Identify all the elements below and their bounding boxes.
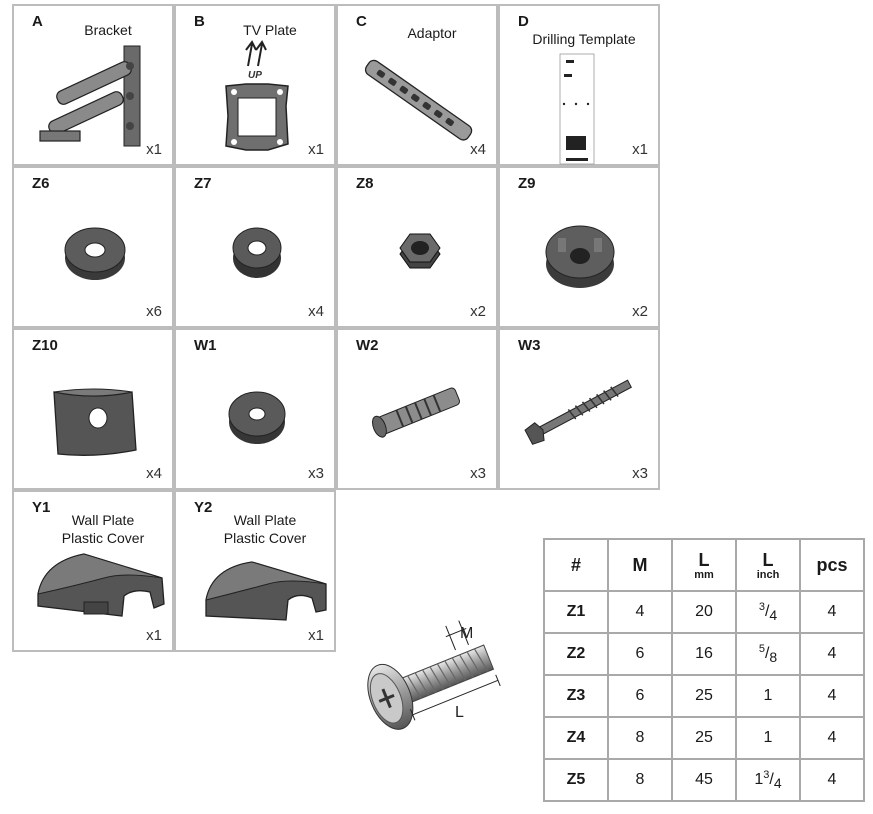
part-code: W1: [194, 337, 217, 354]
fraction-slash: /: [764, 645, 770, 662]
part-name: TV Plate: [243, 22, 297, 38]
length-inch-cell: [736, 717, 800, 759]
up-label: UP: [248, 70, 262, 81]
part-quantity: x1: [308, 627, 324, 644]
length-mm-cell: 16: [672, 633, 736, 675]
inch-denominator: 4: [773, 775, 782, 791]
part-cell-w2: [336, 328, 498, 490]
diameter-cell: 8: [608, 717, 672, 759]
part-cell-z8: [336, 166, 498, 328]
table-body: [544, 591, 864, 801]
length-mm-cell: 25: [672, 717, 736, 759]
table-row: [544, 717, 864, 759]
part-name: Bracket: [84, 22, 132, 38]
part-quantity: x1: [146, 141, 162, 158]
col-header-length-inch: [736, 539, 800, 591]
part-quantity: x4: [470, 141, 486, 158]
part-code: Z10: [32, 337, 58, 354]
part-name: Drilling Template: [532, 31, 636, 47]
col-header-m: M: [608, 539, 672, 591]
part-code: Z8: [356, 175, 374, 192]
part-quantity: x2: [470, 303, 486, 320]
part-cell-z9: [498, 166, 660, 328]
row-code-cell: Z3: [544, 675, 608, 717]
col-header-length-inch-label: L: [762, 549, 774, 570]
table-header-row: [544, 539, 864, 591]
row-code-cell: Z1: [544, 591, 608, 633]
part-cell-z10: [12, 328, 174, 490]
part-quantity: x4: [308, 303, 324, 320]
part-cell-c: [336, 4, 498, 166]
length-inch-cell: [736, 633, 800, 675]
screw-spec-table: [543, 538, 865, 802]
row-code-cell: Z5: [544, 759, 608, 801]
part-quantity: x3: [632, 465, 648, 482]
col-header-length-mm: [672, 539, 736, 591]
pieces-cell: 4: [800, 717, 864, 759]
pieces-cell: 4: [800, 675, 864, 717]
inch-denominator: 8: [769, 649, 778, 665]
inch-whole: 1: [754, 771, 764, 788]
part-code: Y2: [194, 499, 213, 516]
pieces-cell: 4: [800, 633, 864, 675]
length-inch-cell: [736, 591, 800, 633]
part-code: Z9: [518, 175, 536, 192]
diameter-cell: 6: [608, 633, 672, 675]
diameter-cell: 8: [608, 759, 672, 801]
part-code: B: [194, 13, 205, 30]
part-quantity: x3: [308, 465, 324, 482]
part-cell-y2: [174, 490, 336, 652]
part-code: C: [356, 13, 367, 30]
inch-whole: 1: [763, 687, 773, 704]
length-inch-cell: [736, 675, 800, 717]
part-cell-z6: [12, 166, 174, 328]
unit-mm-label: mm: [694, 568, 714, 581]
part-cell-y1: [12, 490, 174, 652]
table-row: [544, 759, 864, 801]
part-quantity: x1: [632, 141, 648, 158]
part-cell-b: [174, 4, 336, 166]
col-header-pieces: pcs: [800, 539, 864, 591]
part-code: Z7: [194, 175, 212, 192]
col-header-length-mm-label: L: [698, 549, 710, 570]
inch-whole: 1: [763, 729, 773, 746]
length-mm-cell: 45: [672, 759, 736, 801]
part-name-line1: Wall Plate: [233, 512, 297, 528]
part-name-line2: Plastic Cover: [223, 530, 307, 546]
part-quantity: x2: [632, 303, 648, 320]
part-name-line1: Wall Plate: [71, 512, 135, 528]
part-cell-w3: [498, 328, 660, 490]
inch-denominator: 4: [769, 607, 778, 623]
table-row: [544, 633, 864, 675]
pieces-cell: 4: [800, 759, 864, 801]
unit-inch-label: inch: [756, 568, 780, 581]
part-quantity: x1: [308, 141, 324, 158]
part-cell-z7: [174, 166, 336, 328]
fraction-slash: /: [769, 771, 774, 788]
part-quantity: x6: [146, 303, 162, 320]
length-mm-cell: 25: [672, 675, 736, 717]
inch-numerator: 5: [758, 643, 765, 655]
diameter-cell: 4: [608, 591, 672, 633]
part-name: Adaptor: [407, 25, 457, 41]
part-code: D: [518, 13, 529, 30]
part-quantity: x1: [146, 627, 162, 644]
pieces-cell: 4: [800, 591, 864, 633]
table-row: [544, 591, 864, 633]
dimension-m-label: M: [460, 625, 474, 642]
part-cell-a: [12, 4, 174, 166]
length-mm-cell: 20: [672, 591, 736, 633]
table-row: [544, 675, 864, 717]
inch-numerator: 3: [758, 601, 765, 613]
part-name-line2: Plastic Cover: [61, 530, 145, 546]
diameter-cell: 6: [608, 675, 672, 717]
part-code: A: [32, 13, 43, 30]
dimension-l-label: L: [455, 704, 464, 721]
row-code-cell: Z2: [544, 633, 608, 675]
part-quantity: x3: [470, 465, 486, 482]
part-cell-w1: [174, 328, 336, 490]
inch-numerator: 3: [763, 769, 770, 781]
part-code: W3: [518, 337, 541, 354]
part-code: Y1: [32, 499, 51, 516]
part-cell-d: [498, 4, 660, 166]
row-code-cell: Z4: [544, 717, 608, 759]
part-code: W2: [356, 337, 379, 354]
part-code: Z6: [32, 175, 50, 192]
col-header-number: #: [544, 539, 608, 591]
screw-dimension-diagram: [363, 605, 523, 745]
fraction-slash: /: [764, 603, 770, 620]
length-inch-cell: [736, 759, 800, 801]
part-quantity: x4: [146, 465, 162, 482]
